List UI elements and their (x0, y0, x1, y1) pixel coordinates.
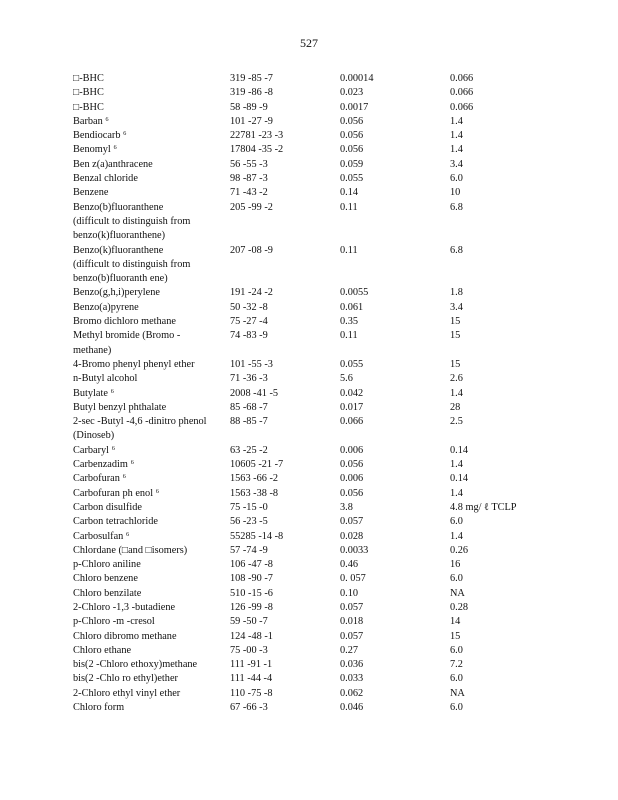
wastewater-value: 0.056 (340, 115, 364, 127)
constituent-name: □-BHC (73, 73, 104, 84)
cas-number: 205 -99 -2 (230, 201, 273, 213)
nonwastewater-value: 6.0 (450, 173, 463, 185)
wastewater-value: 0.042 (340, 387, 364, 399)
constituent-name: bis(2 -Chlo ro ethyl)ether (73, 673, 178, 685)
table-row (73, 630, 553, 644)
constituent-name: Carbon disulfide (73, 501, 142, 513)
constituent-name: 4-Bromo phenyl phenyl ether (73, 358, 195, 370)
constituent-name: Benzene (73, 187, 109, 199)
nonwastewater-value: NA (450, 587, 465, 599)
nonwastewater-value: 1.4 (450, 130, 463, 142)
constituent-name: 2-Chloro -1,3 -butadiene (73, 601, 176, 613)
constituent-name: □-BHC (73, 101, 104, 113)
table-row (73, 687, 553, 701)
table-row (73, 372, 553, 386)
nonwastewater-value: 4.8 mg/ ℓ TCLP (450, 501, 517, 513)
cas-number: 106 -47 -8 (230, 559, 273, 571)
chemical-table (73, 72, 553, 715)
table-row (73, 472, 553, 486)
cas-number: 50 -32 -8 (230, 301, 268, 313)
nonwastewater-value: 0.14 (450, 473, 469, 485)
nonwastewater-value: 0.28 (450, 601, 469, 613)
constituent-name: Butylate ⁶ (73, 387, 115, 399)
constituent-name: Carbosulfan ⁶ (73, 530, 130, 542)
cas-number: 59 -50 -7 (230, 616, 268, 628)
nonwastewater-value: 1.4 (450, 487, 463, 499)
cas-number: 22781 -23 -3 (230, 130, 284, 142)
cas-number: 75 -00 -3 (230, 644, 268, 656)
nonwastewater-value: 1.4 (450, 530, 463, 542)
cas-number: 319 -86 -8 (230, 87, 273, 99)
cas-number: 111 -91 -1 (230, 659, 273, 671)
cas-number: 124 -48 -1 (230, 630, 273, 642)
nonwastewater-value: 3.4 (450, 158, 463, 170)
table-row (73, 672, 553, 686)
wastewater-value: 0.036 (340, 659, 364, 671)
nonwastewater-value: 15 (450, 330, 461, 342)
wastewater-value: 0.028 (340, 530, 364, 542)
wastewater-value: 0.35 (340, 316, 359, 328)
cas-number: 2008 -41 -5 (230, 387, 279, 399)
table-row (73, 387, 553, 401)
cas-number: 101 -27 -9 (230, 115, 273, 127)
cas-number: 85 -68 -7 (230, 401, 268, 413)
constituent-name: Benzo(a)pyrene (73, 301, 139, 313)
wastewater-value: 0.46 (340, 559, 359, 571)
constituent-name: Chloro form (73, 702, 125, 714)
cas-number: 1563 -66 -2 (230, 473, 279, 485)
nonwastewater-value: 0.26 (450, 544, 469, 556)
cas-number: 75 -27 -4 (230, 316, 268, 328)
wastewater-value: 0.017 (340, 401, 364, 413)
constituent-name: Chloro benzene (73, 573, 138, 585)
wastewater-value: 0.057 (340, 516, 364, 528)
wastewater-value: 0.018 (340, 616, 364, 628)
cas-number: 319 -85 -7 (230, 73, 273, 84)
table-row (73, 129, 553, 143)
cas-number: 67 -66 -3 (230, 702, 268, 714)
nonwastewater-value: 2.5 (450, 416, 463, 428)
constituent-name: Benzo(k)fluoranthene (difficult to distinguish from benzo(b)fluoranth ene) (73, 244, 191, 285)
nonwastewater-value: 6.8 (450, 244, 463, 256)
nonwastewater-value: 0.14 (450, 444, 469, 456)
nonwastewater-value: 28 (450, 401, 461, 413)
nonwastewater-value: 6.0 (450, 702, 463, 714)
cas-number: 108 -90 -7 (230, 573, 273, 585)
table-row (73, 444, 553, 458)
constituent-name: Carbofuran ph enol ⁶ (73, 487, 160, 499)
constituent-name: Benzo(b)fluoranthene (difficult to distinguish from benzo(k)fluoranthene) (73, 201, 191, 242)
table-row (73, 115, 553, 129)
constituent-name: p-Chloro -m -cresol (73, 616, 155, 628)
table-row (73, 487, 553, 501)
wastewater-value: 0.14 (340, 187, 359, 199)
constituent-name: Bromo dichloro methane (73, 316, 176, 328)
cas-number: 207 -08 -9 (230, 244, 273, 256)
nonwastewater-value: 1.4 (450, 115, 463, 127)
table-row (73, 72, 553, 86)
nonwastewater-value: NA (450, 687, 465, 699)
table-row (73, 401, 553, 415)
constituent-name: 2-Chloro ethyl vinyl ether (73, 687, 181, 699)
table-row (73, 172, 553, 186)
constituent-name: Chloro dibromo methane (73, 630, 177, 642)
table-row (73, 86, 553, 100)
constituent-name: Carbenzadim ⁶ (73, 459, 135, 471)
cas-number: 71 -43 -2 (230, 187, 268, 199)
wastewater-value: 0. 057 (340, 573, 366, 585)
wastewater-value: 0.046 (340, 702, 364, 714)
cas-number: 75 -15 -0 (230, 501, 268, 513)
wastewater-value: 0.057 (340, 630, 364, 642)
nonwastewater-value: 0.066 (450, 101, 474, 113)
table-row (73, 587, 553, 601)
wastewater-value: 0.066 (340, 416, 364, 428)
wastewater-value: 0.006 (340, 444, 364, 456)
page-number: 527 (300, 36, 318, 50)
cas-number: 17804 -35 -2 (230, 144, 284, 156)
wastewater-value: 0.057 (340, 601, 364, 613)
nonwastewater-value: 1.4 (450, 387, 463, 399)
constituent-name: Benzal chloride (73, 173, 138, 185)
cas-number: 55285 -14 -8 (230, 530, 284, 542)
constituent-name: Chloro ethane (73, 644, 132, 656)
cas-number: 63 -25 -2 (230, 444, 268, 456)
table-row (73, 515, 553, 529)
wastewater-value: 0.056 (340, 459, 364, 471)
wastewater-value: 0.061 (340, 301, 364, 313)
table-row (73, 658, 553, 672)
constituent-name: Methyl bromide (Bromo - methane) (73, 330, 181, 356)
cas-number: 57 -74 -9 (230, 544, 268, 556)
constituent-name: Carbon tetrachloride (73, 516, 158, 528)
table-row (73, 101, 553, 115)
constituent-name: Benzo(g,h,i)perylene (73, 287, 160, 299)
wastewater-value: 0.055 (340, 358, 364, 370)
cas-number: 71 -36 -3 (230, 373, 268, 385)
constituent-name: Bendiocarb ⁶ (73, 130, 127, 142)
constituent-name: n-Butyl alcohol (73, 373, 138, 385)
wastewater-value: 0.00014 (340, 73, 374, 84)
table-row (73, 158, 553, 172)
cas-number: 98 -87 -3 (230, 173, 268, 185)
wastewater-value: 3.8 (340, 501, 353, 513)
cas-number: 58 -89 -9 (230, 101, 268, 113)
nonwastewater-value: 15 (450, 358, 461, 370)
wastewater-value: 0.006 (340, 473, 364, 485)
table-row (73, 358, 553, 372)
cas-number: 10605 -21 -7 (230, 459, 284, 471)
nonwastewater-value: 15 (450, 630, 461, 642)
nonwastewater-value: 2.6 (450, 373, 463, 385)
constituent-name: 2-sec -Butyl -4,6 -dinitro phenol (Dinoseb) (73, 416, 207, 442)
constituent-name: Butyl benzyl phthalate (73, 401, 167, 413)
table-row (73, 644, 553, 658)
nonwastewater-value: 14 (450, 616, 461, 628)
nonwastewater-value: 6.0 (450, 644, 463, 656)
nonwastewater-value: 6.0 (450, 573, 463, 585)
nonwastewater-value: 3.4 (450, 301, 463, 313)
wastewater-value: 0.0033 (340, 544, 369, 556)
wastewater-value: 0.056 (340, 130, 364, 142)
cas-number: 88 -85 -7 (230, 416, 268, 428)
nonwastewater-value: 15 (450, 316, 461, 328)
table-row (73, 201, 553, 244)
table-row (73, 501, 553, 515)
nonwastewater-value: 6.8 (450, 201, 463, 213)
cas-number: 101 -55 -3 (230, 358, 273, 370)
cas-number: 56 -23 -5 (230, 516, 268, 528)
cas-number: 1563 -38 -8 (230, 487, 279, 499)
nonwastewater-value: 7.2 (450, 659, 463, 671)
cas-number: 191 -24 -2 (230, 287, 273, 299)
wastewater-value: 0.059 (340, 158, 364, 170)
wastewater-value: 0.062 (340, 687, 364, 699)
table-row (73, 530, 553, 544)
wastewater-value: 0.11 (340, 330, 358, 342)
constituent-name: Chloro benzilate (73, 587, 142, 599)
cas-number: 510 -15 -6 (230, 587, 273, 599)
table-row (73, 558, 553, 572)
table-row (73, 458, 553, 472)
cas-number: 110 -75 -8 (230, 687, 273, 699)
wastewater-value: 0.10 (340, 587, 359, 599)
wastewater-value: 0.27 (340, 644, 359, 656)
constituent-name: Chlordane (□and □isomers) (73, 544, 188, 556)
constituent-name: □-BHC (73, 87, 104, 99)
table-row (73, 315, 553, 329)
wastewater-value: 0.055 (340, 173, 364, 185)
wastewater-value: 0.0017 (340, 101, 369, 113)
nonwastewater-value: 10 (450, 187, 461, 199)
constituent-name: Carbaryl ⁶ (73, 444, 116, 456)
cas-number: 111 -44 -4 (230, 673, 273, 685)
wastewater-value: 0.033 (340, 673, 364, 685)
table-row (73, 244, 553, 287)
nonwastewater-value: 6.0 (450, 673, 463, 685)
table-row (73, 186, 553, 200)
constituent-name: Carbofuran ⁶ (73, 473, 127, 485)
constituent-name: Barban ⁶ (73, 115, 109, 127)
nonwastewater-value: 6.0 (450, 516, 463, 528)
cas-number: 74 -83 -9 (230, 330, 268, 342)
nonwastewater-value: 16 (450, 559, 461, 571)
wastewater-value: 5.6 (340, 373, 353, 385)
wastewater-value: 0.056 (340, 487, 364, 499)
cas-number: 126 -99 -8 (230, 601, 273, 613)
wastewater-value: 0.023 (340, 87, 364, 99)
table-row (73, 143, 553, 157)
constituent-name: bis(2 -Chloro ethoxy)methane (73, 659, 198, 671)
table-row (73, 286, 553, 300)
nonwastewater-value: 1.4 (450, 459, 463, 471)
wastewater-value: 0.11 (340, 244, 358, 256)
constituent-name: p-Chloro aniline (73, 559, 141, 571)
table-row (73, 301, 553, 315)
table-row (73, 701, 553, 715)
wastewater-value: 0.056 (340, 144, 364, 156)
nonwastewater-value: 1.4 (450, 144, 463, 156)
cas-number: 56 -55 -3 (230, 158, 268, 170)
table-row (73, 544, 553, 558)
table-row (73, 601, 553, 615)
nonwastewater-value: 0.066 (450, 73, 474, 84)
nonwastewater-value: 0.066 (450, 87, 474, 99)
constituent-name: Benomyl ⁶ (73, 144, 117, 156)
table-row (73, 329, 553, 358)
table-row (73, 615, 553, 629)
constituent-name: Ben z(a)anthracene (73, 158, 153, 170)
wastewater-value: 0.11 (340, 201, 358, 213)
nonwastewater-value: 1.8 (450, 287, 463, 299)
table-row (73, 572, 553, 586)
table-row (73, 415, 553, 444)
wastewater-value: 0.0055 (340, 287, 369, 299)
